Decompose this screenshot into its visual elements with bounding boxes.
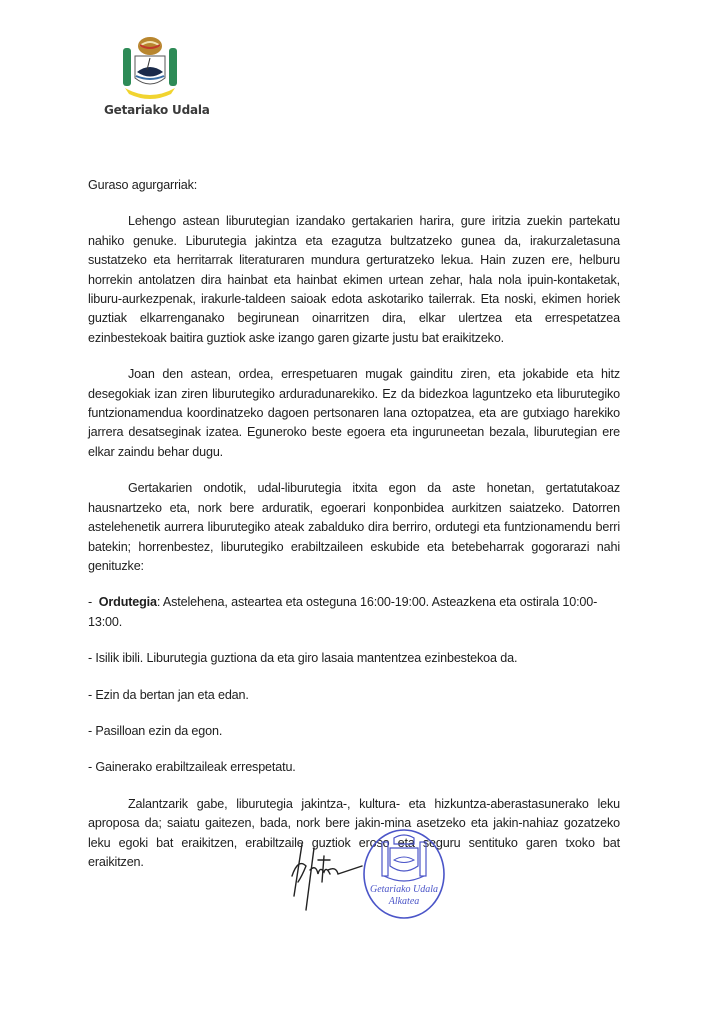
schedule-label: Ordutegia <box>98 595 157 610</box>
paragraph: Lehengo astean liburutegian izandako gertakarien harira, gure iritzia zuekin partekatu nahiko genuke. Liburutegia jakintza eta ezagutza bultzatzeko gunea da, irakurzaletasuna sustatzeko eta herritarrak literaturaren mundura gerturatzeko lekua. Hain zuzen ere, helburu horrekin antolatzen dira hainbat eta hainbat ekimen urtean zehar, hala nola ipuin-kontaketak, liburu-aurkezpenak, irakurle-taldeen saioak edota askotariko tailerrak. Eta noski, ekimen horiek guztiak elkarrenganako begirunean oinarritzen dira, elkar ulertzea eta errespetatzea ezinbestekoak baitira guztiok aske izango garen gizarte justu bat eraikitzeko. <box>88 214 620 345</box>
greeting: Guraso agurgarriak: <box>88 178 198 192</box>
organization-name: Getariako Udala <box>104 103 210 117</box>
schedule-text: : Astelehena, asteartea eta osteguna 16:00-19:00. Asteazkena eta ostirala 10:00-13:00. <box>88 595 598 629</box>
rule-item: - Isilik ibili. Liburutegia guztiona da eta giro lasaia mantentzea ezinbestekoa da. <box>88 651 518 666</box>
letter-body <box>88 176 620 889</box>
coat-of-arms-icon <box>119 34 181 100</box>
rule-item: - Ezin da bertan jan eta edan. <box>88 687 249 702</box>
signature-icon <box>284 836 364 916</box>
rule-item: - Pasilloan ezin da egon. <box>88 723 223 738</box>
schedule-item <box>88 593 620 632</box>
closing-paragraph: Zalantzarik gabe, liburutegia jakintza-, kultura- eta hizkuntza-aberastasunerako leku aproposa da; saiatu gaitezen, bada, nork bere jakin-mina asetzeko eta jakin-nahiaz gozatzeko leku egoki bat eraikitzen, erabiltzaile guztiok eroso eta seguru sentituko garen txoko bat eraikitzen. <box>88 796 620 869</box>
rule-item: - Gainerako erabiltzaileak errespetatu. <box>88 760 296 775</box>
official-stamp <box>362 828 446 920</box>
paragraph: Joan den astean, ordea, errespetuaren mugak gainditu ziren, eta jokabide eta hitz desegokiak izan ziren liburutegiko arduradunarekiko. Ez da bidezkoa laguntzeko eta liburutegiko funtzionamendua koordinatzeko dagoen pertsonaren lana oztopatzea, eta are gutxiago harekiko jarrera desatseginak izatea. Eguneroko beste egoera eta inguruneetan bezala, liburutegian ere elkar zaindu behar dugu. <box>88 367 620 459</box>
paragraph: Gertakarien ondotik, udal-liburutegia itxita egon da aste honetan, gertatutakoaz hausnartzeko eta, nork bere arduratik, egoerari konponbidea aurkitzen saiatzeko. Datorren astelehenetik aurrera liburutegiko ateak zabalduko dira berriro, ordutegi eta funtzionamendu berri batekin; horrenbestez, liburutegiko erabiltzaileen eskubide eta betebeharrak gogorarazi nahi genituzke: <box>88 481 620 573</box>
schedule-prefix: - <box>88 595 99 610</box>
letterhead <box>104 34 210 117</box>
stamp-line-1: Getariako Udala <box>369 884 439 895</box>
stamp-line-2: Alkatea <box>388 896 420 907</box>
